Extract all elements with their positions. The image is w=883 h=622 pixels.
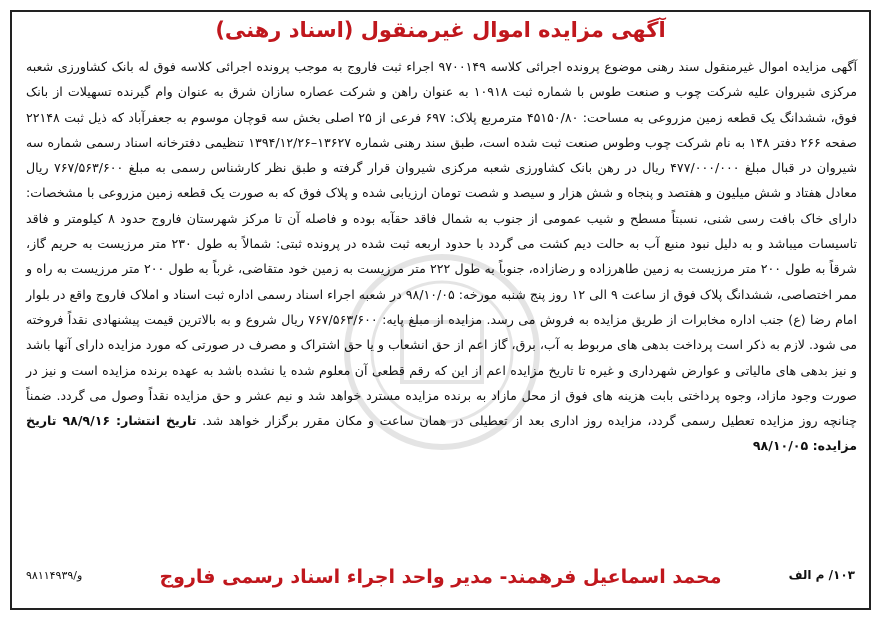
notice-body <box>26 54 857 459</box>
reference-code: ۹۸۱۱۴۹۳۹/و <box>26 569 83 582</box>
ad-code: ۱۰۳/ م الف <box>788 568 855 582</box>
notice-footer <box>12 560 869 594</box>
notice-dates: تاریخ انتشار: ۹۸/۹/۱۶ تاریخ مزایده: ۹۸/۱۰/۰۵ <box>26 413 857 454</box>
notice-frame <box>10 10 871 610</box>
signature: محمد اسماعیل فرهمند- مدیر واحد اجراء اسناد رسمی فاروج <box>159 566 722 588</box>
notice-title: آگهی مزایده اموال غیرمنقول (اسناد رهنی) <box>215 18 666 42</box>
notice-body-text: آگهی مزایده اموال غیرمنقول سند رهنی موضوع پرونده اجرائی کلاسه ۹۷۰۰۱۴۹ اجراء ثبت فاروج به موجب پرونده اجرائی کلاسه فوق له بانک کشاورزی شعبه مرکزی شیروان علیه شرکت چوب و صنعت طوس با شماره ثبت ۱۰۹۱۸ به عنوان راهن و شرکت عصاره سازان شرق به عنوان وام گیرنده تسهیلات از بانک فوق، ششدانگ یک قطعه زمین مزروعی به مساحت: ۴۵۱۵۰/۸۰ مترمربع پلاک: ۶۹۷ فرعی از ۲۵ اصلی بخش سه قوچان موسوم به جعفرآباد که ذیل ثبت ۲۲۱۴۸ صفحه ۲۶۶ دفتر ۱۴۸ به نام شرکت چوب وطوس صنعت ثبت شده است، طبق سند رهنی شماره ۱۳۶۲۷–۱۳۹۴/۱۲/۲۶ تنظیمی دفترخانه اسناد رسمی شماره سه شیروان در قبال مبلغ ۴۷۷/۰۰۰/۰۰۰ ریال در رهن بانک کشاورزی شعبه مرکزی شیروان قرار گرفته و طبق نظر کارشناس رسمی به مبلغ ۷۶۷/۵۶۳/۶۰۰ ریال معادل هفتاد و شش میلیون و هفتصد و پنجاه و شش هزار و سیصد و شصت تومان ارزیابی شده و پلاک فوق که به صورت یک قطعه زمین مزروعی با مشخصات: دارای خاک بافت رسی شنی، نسبتاً مسطح و شیب عمومی از جنوب به شمال فاقد حقآبه بوده و فاصله آن تا مرکز شهرستان فاروج حدود ۸ کیلومتر و فاقد تاسیسات میباشد و به دلیل نبود منبع آب به حالت دیم کشت می گردد با حدود اربعه ثبت شده در پرونده ثبتی: شمالاً به طول ۲۳۰ متر مرزیست به حریم گاز، شرقاً به طول ۲۰۰ متر مرزیست به زمین طاهرزاده و رضازاده، جنوباً به طول ۲۲۲ متر مرزیست به زمین خود متقاضی، غرباً به طول ۲۰۰ متر مرزیست به راه و ممر اختصاصی، ششدانگ پلاک فوق از ساعت ۹ الی ۱۲ روز پنج شنبه مورخه: ۹۸/۱۰/۰۵ در شعبه اجراء اسناد رسمی اداره ثبت اسناد و املاک فاروج واقع در بلوار امام رضا (ع) جنب اداره مخابرات از طریق مزایده به فروش می رسد. مزایده از مبلغ پایه: ۷۶۷/۵۶۳/۶۰۰ ریال شروع و به بالاترین قیمت پیشنهادی نقداً فروخته می شود. لازم به ذکر است پرداخت بدهی های مربوط به آب، برق، گاز اعم از حق انشعاب و یا حق اشتراک و مصرف در صورتی که مورد مزایده دارای آنها باشد و نیز بدهی های مالیاتی و عوارض شهرداری و غیره تا تاریخ مزایده اعم از این که رقم قطعی آن معلوم شده یا نشده باشد به عهده برنده مزایده است و نیز در صورت وجود مازاد، وجوه پرداختی بابت هزینه های فوق از محل مازاد به برنده مزایده مسترد خواهد شد و نیم عشر و حق مزایده نقداً وصول می گردد. ضمناً چنانچه روز مزایده تعطیل رسمی گردد، مزایده روز اداری بعد از تعطیلی در همان ساعت و مکان مقرر برگزار خواهد شد. <box>26 59 858 429</box>
